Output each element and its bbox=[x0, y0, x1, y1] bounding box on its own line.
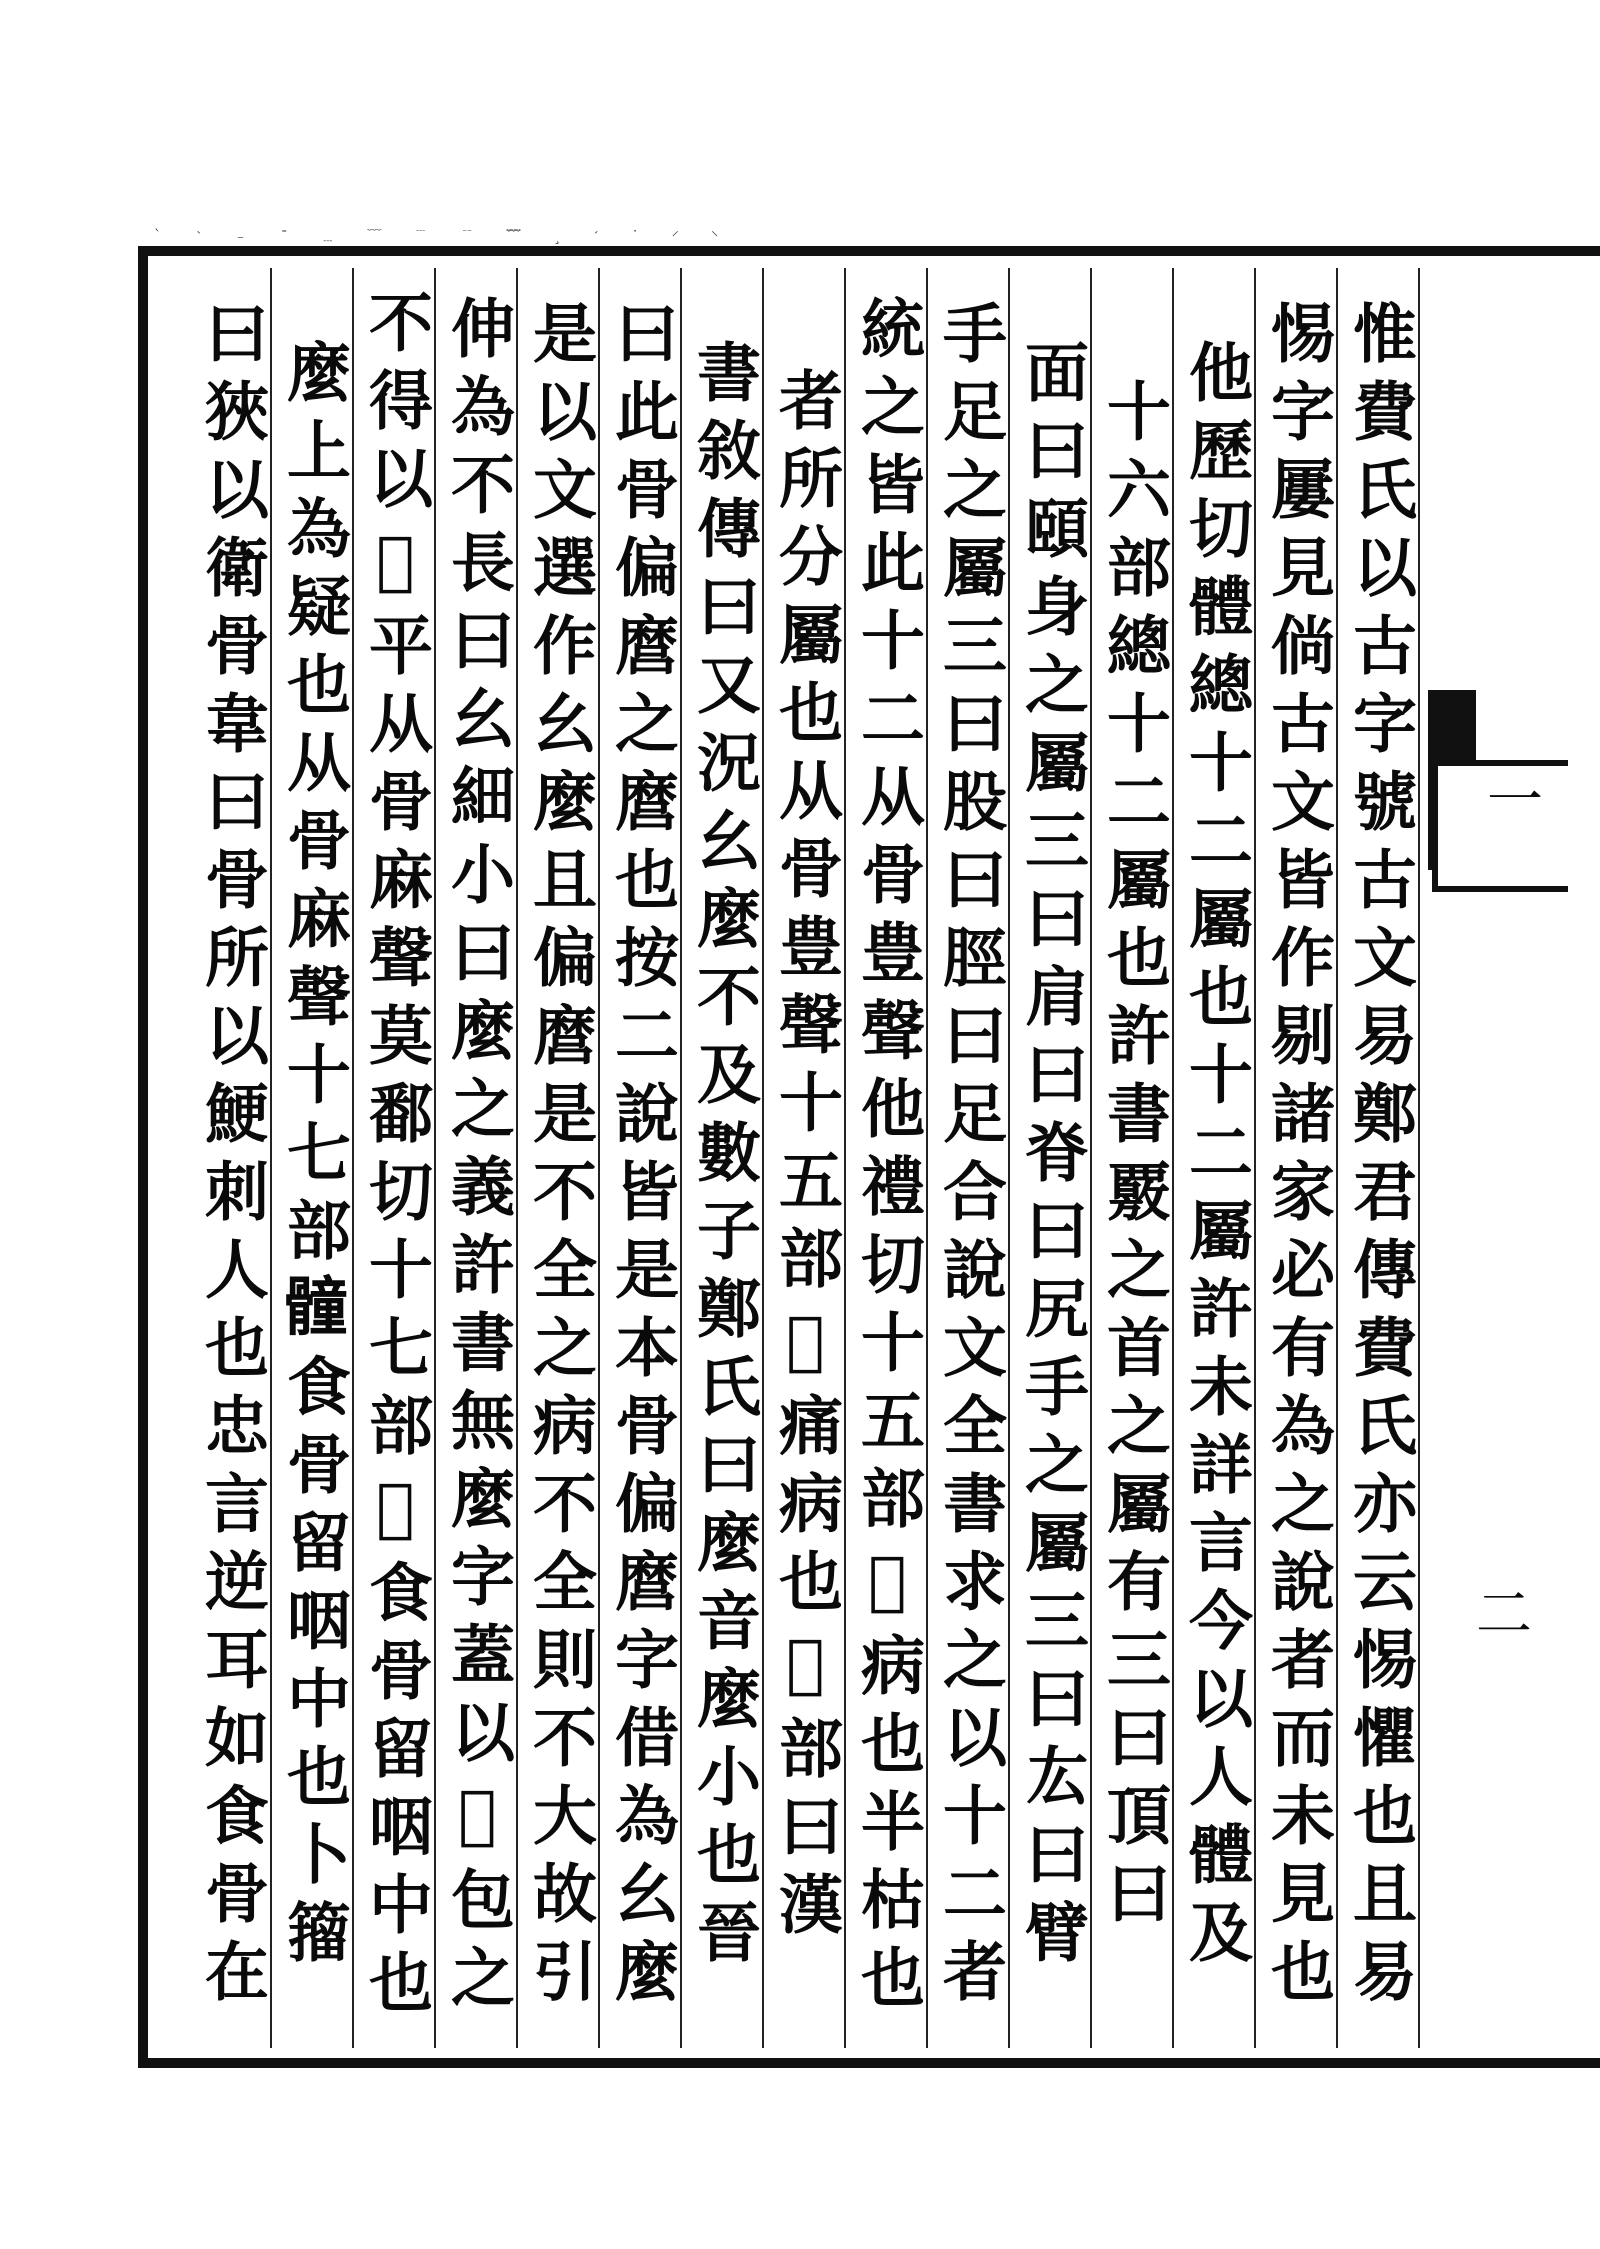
column-text: 惟費氏以古字號古文易鄭君傳費氏亦云惕懼也且易 bbox=[1342, 300, 1417, 2016]
text-column bbox=[354, 268, 436, 2048]
column-text: 者所分屬也从骨豊聲十五部𩪓痛病也𣏃部曰漢 bbox=[768, 367, 843, 1949]
column-text: 手足之屬三曰股曰脛曰足合說文全書求之以十二者 bbox=[932, 300, 1007, 2016]
text-column bbox=[1010, 268, 1092, 2048]
text-column bbox=[272, 268, 354, 2048]
top-edge-marks: ｀ ˋ ﹣ ˉ ﹍ ﹋ ﹉ ﹊ ﹌ ¸ ˊ ˙ ⸍ ⸌ bbox=[150, 229, 731, 245]
column-text: 面曰頤身之屬三曰肩曰脊曰尻手之屬三曰厷曰臂 bbox=[1014, 339, 1089, 1977]
text-column bbox=[682, 268, 764, 2048]
column-text: 書敘傳曰又況幺麼不及數子鄭氏曰麼音麼小也晉 bbox=[686, 339, 761, 1977]
text-column bbox=[846, 268, 928, 2048]
column-text: 十六部總十二屬也許書覈之首之屬有三曰頂曰 bbox=[1096, 378, 1171, 1938]
text-column bbox=[764, 268, 846, 2048]
text-column bbox=[190, 268, 272, 2048]
text-column bbox=[436, 268, 518, 2048]
text-column bbox=[1256, 268, 1338, 2048]
column-text: 他歷切體總十二屬也十二屬許未詳言今以人體及 bbox=[1178, 339, 1253, 1977]
column-text: 惕字屢見倘古文皆作剔諸家必有為之說者而未見也 bbox=[1260, 300, 1335, 2016]
column-text: 是以文選作幺麼且偏麿是不全之病不全則不大故引 bbox=[522, 300, 597, 2016]
text-column bbox=[600, 268, 682, 2048]
column-text: 統之皆此十二从骨豊聲他禮切十五部𩪓病也半枯也 bbox=[850, 294, 925, 2022]
text-column bbox=[1174, 268, 1256, 2048]
text-column bbox=[928, 268, 1010, 2048]
text-column bbox=[518, 268, 600, 2048]
column-text: 麼上為疑也从骨麻聲十七部𩪘食骨留咽中也卜籀 bbox=[276, 339, 351, 1977]
column-text: 不得以𩪓平从骨麻聲莫鄱切十七部𩪘食骨留咽中也 bbox=[358, 289, 433, 2027]
text-column bbox=[1338, 268, 1420, 2048]
column-text: 伸為不長曰幺細小曰麼之義許書無麼字蓋以𩪓包之 bbox=[440, 294, 515, 2022]
page-number: 二 bbox=[1476, 1582, 1532, 1647]
column-text: 曰此骨偏麿之麿也按二說皆是本骨偏麿字借為幺麼 bbox=[604, 300, 679, 2016]
text-column bbox=[1092, 268, 1174, 2048]
column-text: 曰狹以衛骨韋曰骨所以鯁刺人也忠言逆耳如食骨在 bbox=[194, 300, 269, 2016]
margin-label: 一 bbox=[1478, 770, 1543, 826]
